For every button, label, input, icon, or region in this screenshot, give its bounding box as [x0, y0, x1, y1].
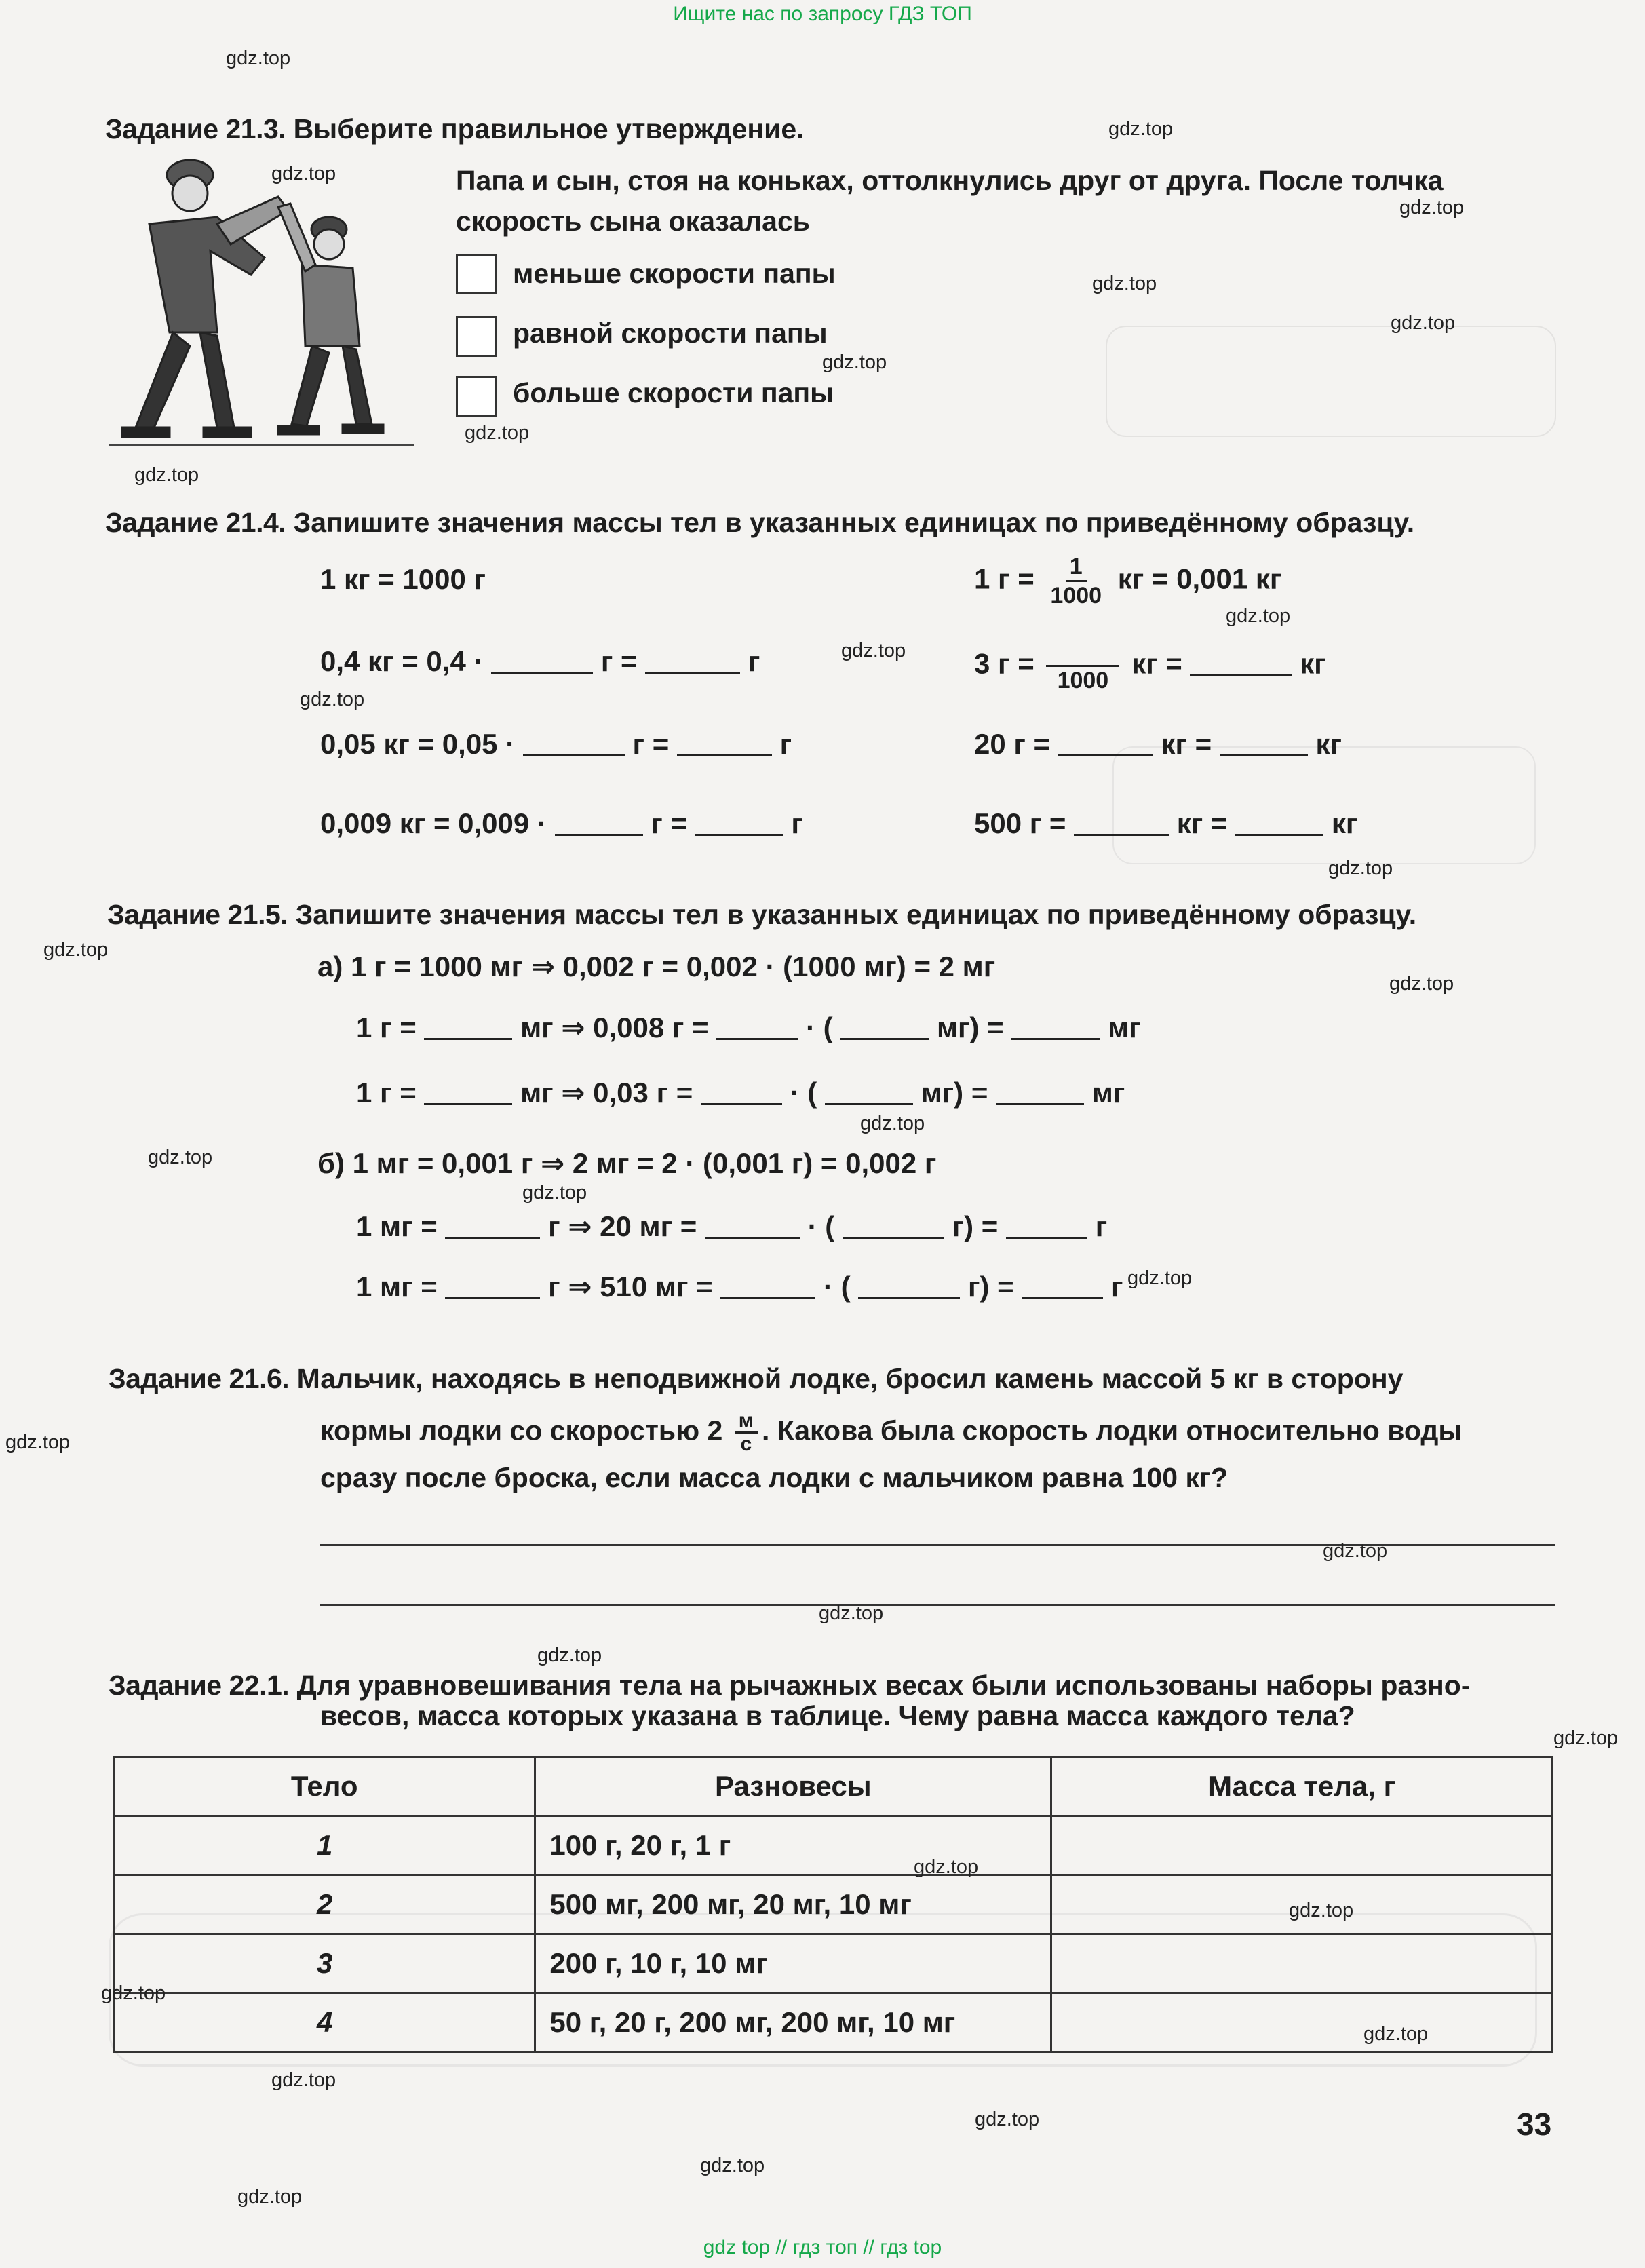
unit-text: мг — [1091, 1077, 1125, 1109]
answer-blank[interactable] — [1058, 731, 1153, 756]
unit-text: г — [1111, 1271, 1123, 1303]
option-label-1: меньше скорости папы — [513, 258, 836, 289]
watermark-text: gdz.top — [1328, 858, 1393, 879]
watermark-text: gdz.top — [975, 2109, 1040, 2130]
task-text: . Какова была скорость лодки относительно воды — [761, 1415, 1463, 1446]
watermark-text: gdz.top — [148, 1147, 213, 1168]
task-21-6-line-3: сразу после броска, если масса лодки с мальчиком равна 100 кг? — [320, 1462, 1228, 1493]
equation-text: г = — [600, 645, 638, 677]
equation-text: · ( — [790, 1077, 817, 1109]
equation-text: кг = — [1131, 647, 1182, 680]
equation-text: 0,4 кг = 0,4 · — [320, 645, 484, 677]
unit-text: мг — [1108, 1012, 1141, 1043]
footer-links[interactable]: gdz top // гдз топ // гдз top — [703, 2236, 942, 2259]
equation-text: г) = — [952, 1210, 999, 1242]
page-number: 33 — [1517, 2107, 1552, 2142]
mass-answer-cell[interactable] — [1051, 1816, 1553, 1875]
equation-text: · ( — [807, 1210, 835, 1242]
mass-answer-cell[interactable] — [1051, 1934, 1553, 1993]
equation-text: мг ⇒ 0,03 г = — [520, 1077, 693, 1109]
option-label-3: больше скорости папы — [513, 377, 834, 408]
task-label: Задание 21.4. — [105, 507, 286, 538]
mass-row-g-3 — [974, 807, 1357, 840]
equation-text: г ⇒ 510 мг = — [548, 1271, 713, 1303]
equation-text: г) = — [968, 1271, 1014, 1303]
equation-text: 1 кг = 1000 г — [320, 563, 486, 595]
watermark-text: gdz.top — [822, 351, 887, 373]
watermark-text: gdz.top — [1108, 118, 1174, 140]
watermark-text: gdz.top — [237, 2186, 303, 2208]
equation-text: мг) = — [921, 1077, 988, 1109]
watermark-text: gdz.top — [1289, 1900, 1354, 1921]
equation-text: 1 г = — [356, 1012, 417, 1043]
equation-text: 0,05 кг = 0,05 · — [320, 728, 516, 760]
equation-text: г = — [632, 728, 670, 760]
task-22-1-line-2: весов, масса которых указана в таблице. Чему равна масса каждого тела? — [320, 1700, 1355, 1731]
answer-blank[interactable] — [1022, 1274, 1103, 1299]
task-instruction: Выберите правильное утверждение. — [293, 113, 805, 145]
watermark-text: gdz.top — [1391, 312, 1456, 334]
task-21-6-heading — [109, 1360, 1403, 1398]
mass-example-g — [974, 553, 1281, 609]
fraction-denominator: 1000 — [1057, 668, 1109, 693]
conversion-row-a-1 — [356, 1011, 1141, 1044]
answer-blank[interactable] — [491, 649, 593, 674]
watermark-text: gdz.top — [1363, 2023, 1429, 2045]
conversion-row-b-1 — [356, 1210, 1107, 1243]
equation-text: кг = — [1161, 728, 1212, 760]
watermark-text: gdz.top — [1323, 1540, 1388, 1562]
option-checkbox-3[interactable] — [456, 376, 497, 417]
unit-text: г — [748, 645, 760, 677]
watermark-text: gdz.top — [700, 2155, 765, 2176]
watermark-text: gdz.top — [522, 1182, 587, 1204]
answer-blank[interactable] — [445, 1274, 540, 1299]
equation-text: 20 г = — [974, 728, 1051, 760]
answer-blank[interactable] — [1220, 731, 1308, 756]
equation-text: 1 мг = — [356, 1271, 438, 1303]
fraction — [1046, 638, 1119, 694]
fraction-denominator: 1000 — [1050, 583, 1102, 609]
unit-text: г — [791, 807, 803, 839]
equation-text: · ( — [805, 1012, 833, 1043]
conversion-row-b-2 — [356, 1270, 1123, 1303]
skaters-illustration — [109, 156, 421, 455]
watermark-text: gdz.top — [1226, 605, 1291, 627]
answer-blank[interactable] — [996, 1080, 1084, 1105]
answer-blank[interactable] — [445, 1214, 540, 1239]
mass-row-kg-2 — [320, 728, 792, 761]
watermark-text: gdz.top — [1389, 973, 1454, 995]
column-header: Тело — [114, 1757, 535, 1816]
unit-text: кг — [1315, 728, 1342, 760]
mass-row-kg-1 — [320, 645, 760, 678]
task-21-3-question: Папа и сын, стоя на коньках, оттолкнулись друг от друга. После толчка скорость сына оказалась — [456, 165, 1444, 237]
answer-blank[interactable] — [701, 1080, 782, 1105]
task-text: кормы лодки со скоростью 2 — [320, 1415, 723, 1446]
task-22-1-heading — [109, 1666, 1471, 1704]
task-text-line-1: Для уравновешивания тела на рычажных весах были использованы наборы разно- — [296, 1670, 1471, 1701]
answer-line[interactable] — [320, 1604, 1555, 1606]
equation-text: 0,009 кг = 0,009 · — [320, 807, 547, 839]
table-row — [114, 1816, 1553, 1875]
answer-blank[interactable] — [645, 649, 740, 674]
mass-example-kg — [320, 563, 486, 596]
weights-cell: 50 г, 20 г, 200 мг, 200 мг, 10 мг — [535, 1993, 1051, 2052]
option-label-2: равной скорости папы — [513, 318, 828, 349]
watermark-text: gdz.top — [860, 1113, 925, 1134]
answer-blank[interactable] — [716, 1015, 798, 1040]
option-checkbox-2[interactable] — [456, 316, 497, 357]
equation-text: мг) = — [936, 1012, 1004, 1043]
watermark-text: gdz.top — [134, 464, 199, 486]
answer-blank[interactable] — [523, 731, 625, 756]
body-number: 3 — [114, 1934, 535, 1993]
option-checkbox-1[interactable] — [456, 254, 497, 294]
column-header: Масса тела, г — [1051, 1757, 1553, 1816]
watermark-text: gdz.top — [43, 939, 109, 961]
answer-blank[interactable] — [1190, 651, 1292, 676]
fraction-denominator: с — [740, 1433, 752, 1455]
equation-text: 1 г = — [356, 1077, 417, 1109]
mass-row-g-2 — [974, 728, 1342, 761]
answer-blank[interactable] — [677, 731, 772, 756]
mass-answer-cell[interactable] — [1051, 1993, 1553, 2052]
header-search-link[interactable]: Ищите нас по запросу ГДЗ ТОП — [673, 3, 972, 25]
watermark-text: gdz.top — [1092, 273, 1157, 294]
equation-text: 500 г = — [974, 807, 1066, 839]
table-row — [114, 1993, 1553, 2052]
weights-cell: 500 мг, 200 мг, 20 мг, 10 мг — [535, 1875, 1051, 1934]
bleed-through-illustration — [1106, 326, 1556, 437]
unit-text: кг — [1300, 647, 1326, 680]
answer-blank[interactable] — [1074, 811, 1169, 836]
answer-blank[interactable] — [825, 1080, 913, 1105]
watermark-text: gdz.top — [271, 2069, 336, 2091]
mass-row-kg-3 — [320, 807, 803, 840]
task-21-3-heading — [105, 110, 805, 148]
watermark-text: gdz.top — [841, 640, 906, 661]
body-number: 1 — [114, 1816, 535, 1875]
unit-text: кг — [1331, 807, 1358, 839]
watermark-text: gdz.top — [226, 47, 291, 69]
task-label: Задание 21.5. — [107, 899, 288, 930]
task-21-6-line-2 — [320, 1410, 1462, 1455]
answer-blank[interactable] — [424, 1015, 512, 1040]
equation-text: кг = 0,001 кг — [1117, 562, 1282, 595]
watermark-text: gdz.top — [300, 689, 365, 710]
answer-blank[interactable] — [1011, 1015, 1100, 1040]
answer-blank[interactable] — [695, 811, 783, 836]
equation-text: 1 г = — [974, 562, 1034, 595]
equation-text: кг = — [1176, 807, 1228, 839]
task-instruction: Запишите значения массы тел в указанных единицах по приведённому образцу. — [295, 899, 1417, 930]
watermark-text: gdz.top — [537, 1645, 602, 1666]
watermark-text: gdz.top — [1553, 1727, 1619, 1749]
body-number: 2 — [114, 1875, 535, 1934]
answer-blank[interactable] — [1006, 1214, 1087, 1239]
watermark-text: gdz.top — [465, 422, 530, 444]
answer-blank[interactable] — [840, 1015, 929, 1040]
conversion-row-a-2 — [356, 1076, 1125, 1109]
task-21-5-heading — [107, 896, 1416, 934]
watermark-text: gdz.top — [271, 163, 336, 185]
task-text-line-1: Мальчик, находясь в неподвижной лодке, бросил камень массой 5 кг в сторону — [296, 1363, 1404, 1394]
watermark-text: gdz.top — [101, 1982, 166, 2004]
fraction — [1046, 553, 1106, 609]
answer-blank[interactable] — [705, 1214, 800, 1239]
equation-text: 3 г = — [974, 647, 1034, 680]
weights-cell: 100 г, 20 г, 1 г — [535, 1816, 1051, 1875]
answer-blank[interactable] — [555, 811, 643, 836]
mass-row-g-1 — [974, 638, 1326, 694]
conversion-example-a: а) 1 г = 1000 мг ⇒ 0,002 г = 0,002 · (1000 мг) = 2 мг — [317, 950, 996, 982]
task-21-4-heading — [105, 503, 1414, 541]
table-row — [114, 1934, 1553, 1993]
task-label: Задание 21.6. — [109, 1363, 290, 1394]
column-header: Разновесы — [535, 1757, 1051, 1816]
equation-text: г ⇒ 20 мг = — [548, 1210, 697, 1242]
equation-text: мг ⇒ 0,008 г = — [520, 1012, 709, 1043]
fraction-numerator: м — [735, 1410, 758, 1434]
bleed-through-illustration — [1112, 746, 1536, 864]
speed-unit-fraction — [735, 1410, 758, 1455]
watermark-text: gdz.top — [5, 1431, 71, 1453]
body-number: 4 — [114, 1993, 535, 2052]
fraction-numerator-blank[interactable] — [1046, 638, 1119, 667]
task-label: Задание 21.3. — [105, 113, 286, 145]
equation-text: 1 мг = — [356, 1210, 438, 1242]
answer-blank[interactable] — [424, 1080, 512, 1105]
table-header-row — [114, 1757, 1553, 1816]
unit-text: г — [779, 728, 792, 760]
unit-text: г — [1095, 1210, 1108, 1242]
watermark-text: gdz.top — [914, 1856, 979, 1878]
watermark-text: gdz.top — [1399, 197, 1465, 218]
equation-text: · ( — [824, 1271, 851, 1303]
watermark-text: gdz.top — [819, 1602, 884, 1624]
watermark-text: gdz.top — [1127, 1267, 1193, 1289]
answer-blank[interactable] — [720, 1274, 815, 1299]
fraction-numerator: 1 — [1066, 553, 1087, 582]
task-label: Задание 22.1. — [109, 1670, 290, 1701]
equation-text: г = — [651, 807, 687, 839]
answer-blank[interactable] — [843, 1214, 944, 1239]
task-instruction: Запишите значения массы тел в указанных единицах по приведённому образцу. — [293, 507, 1415, 538]
answer-blank[interactable] — [1235, 811, 1323, 836]
conversion-example-b: б) 1 мг = 0,001 г ⇒ 2 мг = 2 · (0,001 г) = 0,002 г — [317, 1147, 937, 1179]
weights-cell: 200 г, 10 г, 10 мг — [535, 1934, 1051, 1993]
answer-blank[interactable] — [858, 1274, 960, 1299]
